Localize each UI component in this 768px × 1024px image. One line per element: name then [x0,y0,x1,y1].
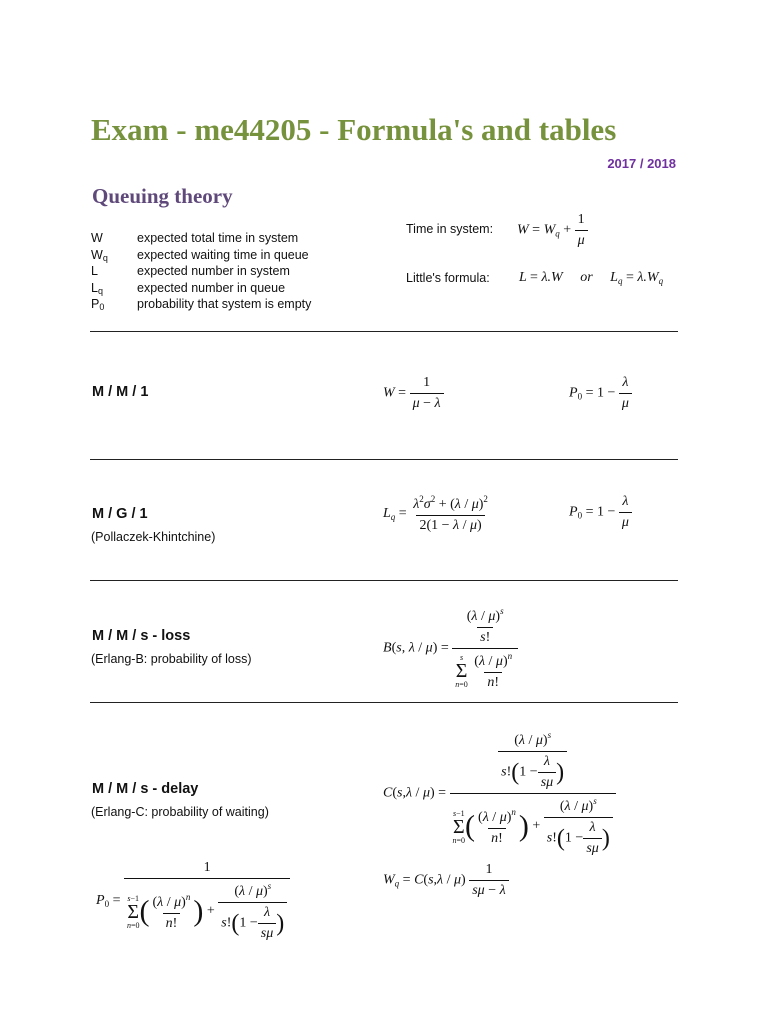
time-in-system-formula: $W = W_q$ + $\frac{1}{\mu}$ [517,212,588,249]
definition-text: expected number in system [137,264,290,278]
definition-symbol: W [91,231,103,245]
mm1-p0-formula: $P_0 = 1$ − $\frac{\lambda}{\mu}$ [569,375,632,412]
mg1-lq-formula: $L_q$ = $\frac{\lambda^2\sigma^2 + (\lambda / \mu)^2}{2(1 - \lambda / \mu)}$ [383,494,488,533]
mms-loss-subtitle: (Erlang-B: probability of loss) [91,652,252,666]
mms-delay-subtitle: (Erlang-C: probability of waiting) [91,805,269,819]
or-word: or [580,270,593,285]
mms-wq-formula: $W_q = C(s,\lambda / \mu)$ $\frac{1}{s\mu - \lambda}$ [383,862,509,899]
mg1-title: M / G / 1 [92,506,148,522]
definition-text: probability that system is empty [137,297,312,311]
definition-symbol: $L_q$ [91,280,103,296]
mm1-title: M / M / 1 [92,384,149,400]
definition-text: expected total time in system [137,231,299,245]
littles-formula: L = λ.W or $L_q = \lambda.W_q$ [519,270,664,286]
definition-row [91,230,311,247]
mg1-subtitle: (Pollaczek-Khintchine) [91,530,216,544]
definition-text: expected waiting time in queue [137,247,309,262]
mms-delay-title: M / M / s - delay [92,781,199,797]
definition-row [91,280,311,297]
section-heading-queuing-theory: Queuing theory [92,184,233,208]
definition-symbol: L [91,264,98,278]
mms-p0-formula: $P_0$ = 1 s−1 Σ n=0 ( $\frac{(\lambda / \mu)^n}{n!}$ ) + (λ / μ)$^s$ s!(1 − $\frac{\lambda}{s\mu}$ ) [96,860,290,942]
divider [90,580,678,581]
divider [90,331,678,332]
mms-loss-title: M / M / s - loss [92,628,191,644]
mm1-w-formula: W = $\frac{1}{\mu - \lambda}$ [383,375,444,412]
definition-symbol: $P_0$ [91,297,105,312]
mg1-p0-formula: $P_0 = 1$ − $\frac{\lambda}{\mu}$ [569,494,632,531]
academic-year: 2017 / 2018 [607,156,676,171]
definition-symbol: $W_q$ [91,247,108,263]
definition-text: expected number in queue [137,280,286,295]
divider [90,702,678,703]
erlang-b-formula: B(s, λ / μ) = $\frac{(\lambda / \mu)^s}{s!}$ s Σ n=0 $\frac{(\lambda / \mu)^n}{n!}$ [383,606,518,691]
definition-row [91,247,311,264]
page-title: Exam - me44205 - Formula's and tables [91,112,617,147]
definition-row [91,296,311,313]
definition-row [91,263,311,280]
erlang-c-formula: C(s,λ / μ) = (λ / μ)$^s$ s!(1 − $\frac{\lambda}{s\mu}$ ) s−1 Σ n=0 ( $\frac{(\lambda / \mu)^n}{n!}$ ) + (λ / μ)$^s$ s!(1 − $\frac{\lambda}{s\mu}$ ) [383,730,616,857]
time-in-system-label: Time in system: [406,222,494,236]
definitions-list [91,230,311,313]
littles-formula-label: Little's formula: [406,271,490,285]
divider [90,459,678,460]
